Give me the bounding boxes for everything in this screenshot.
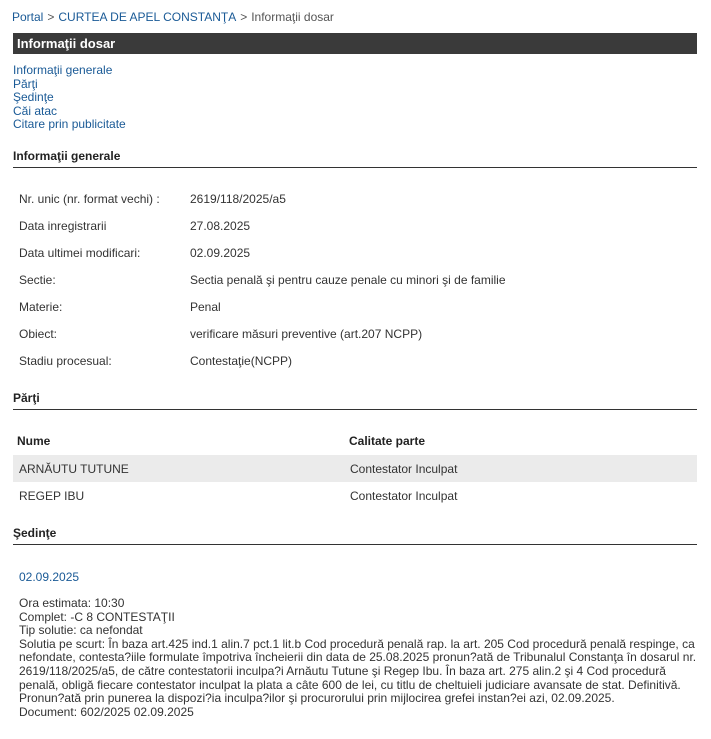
party-role: Contestator Inculpat (350, 462, 458, 476)
parties-col-role: Calitate parte (349, 434, 426, 448)
breadcrumb-portal-link[interactable]: Portal (12, 10, 44, 24)
parties-heading: Părţi (13, 391, 697, 410)
breadcrumb-court-link[interactable]: CURTEA DE APEL CONSTANŢA (58, 10, 237, 24)
info-label-data-inregistrarii: Data inregistrarii (19, 219, 107, 233)
breadcrumb-separator: > (47, 10, 55, 24)
info-value-nr-unic: 2619/118/2025/a5 (190, 192, 286, 206)
party-role: Contestator Inculpat (350, 489, 458, 503)
info-label-data-modificari: Data ultimei modificari: (19, 246, 141, 260)
table-row (13, 482, 697, 509)
breadcrumb-current: Informaţii dosar (251, 10, 334, 24)
info-value-data-inregistrarii: 27.08.2025 (190, 219, 251, 233)
info-label-obiect: Obiect: (19, 327, 58, 341)
hearing-estimated-time: Ora estimata: 10:30 (19, 596, 125, 610)
info-label-sectie: Sectie: (19, 273, 56, 287)
info-label-nr-unic: Nr. unic (nr. format vechi) : (19, 192, 160, 206)
parties-col-name: Nume (17, 434, 51, 448)
breadcrumb-separator: > (240, 10, 248, 24)
section-links (13, 64, 126, 132)
hearings-heading: Şedinţe (13, 526, 697, 545)
info-label-materie: Materie: (19, 300, 63, 314)
table-row (13, 455, 697, 482)
info-value-sectie: Sectia penală şi pentru cauze penale cu minori şi de familie (190, 273, 506, 287)
info-value-obiect: verificare măsuri preventive (art.207 NCPP) (190, 327, 423, 341)
party-name: ARNĂUTU TUTUNE (19, 462, 129, 476)
link-cai-atac[interactable]: Căi atac (13, 103, 58, 118)
link-informatii-generale[interactable]: Informaţii generale (13, 63, 113, 77)
hearing-details (19, 597, 699, 719)
hearing-solution-type: Tip solutie: ca nefondat (19, 623, 143, 638)
info-value-materie: Penal (190, 300, 221, 314)
hearing-document: Document: 602/2025 02.09.2025 (19, 704, 194, 719)
breadcrumb (12, 10, 334, 24)
link-parti[interactable]: Părţi (13, 76, 38, 91)
general-info-heading: Informaţii generale (13, 149, 697, 168)
page-title: Informaţii dosar (13, 33, 697, 54)
link-citare-publicitate[interactable]: Citare prin publicitate (13, 117, 126, 131)
hearing-solution-summary: Solutia pe scurt: În baza art.425 ind.1 alin.7 pct.1 lit.b Cod procedură penală rap. la art. 205 Cod procedură penală respinge, ca nefondate, contesta?iile formulate împotriva încheierii din data de 25.08.2025 pronun?ată de Tribunalul Constanţa în dosarul nr. 2619/118/2025/a5, de către contestatorii inculpa?i Arnăutu Tutune şi Regep Ibu. În baza art. 275 alin.2 şi 4 Cod procedură penală, obligă fiecare contestator inculpat la plata a câte 600 de lei, cu titlu de cheltuieli judiciare avansate de stat. Definitivă. Pronun?ată prin punerea la dispozi?ia inculpa?ilor şi procurorului prin mijlocirea grefei instan?ei azi, 02.09.2025. (19, 636, 697, 706)
hearing-date: 02.09.2025 (19, 570, 80, 584)
party-name: REGEP IBU (19, 489, 85, 503)
info-label-stadiu: Stadiu procesual: (19, 354, 112, 368)
info-value-data-modificari: 02.09.2025 (190, 246, 251, 260)
info-value-stadiu: Contestaţie(NCPP) (190, 354, 293, 368)
link-sedinte[interactable]: Şedinţe (13, 90, 54, 104)
hearing-panel: Complet: -C 8 CONTESTAŢII (19, 609, 175, 624)
